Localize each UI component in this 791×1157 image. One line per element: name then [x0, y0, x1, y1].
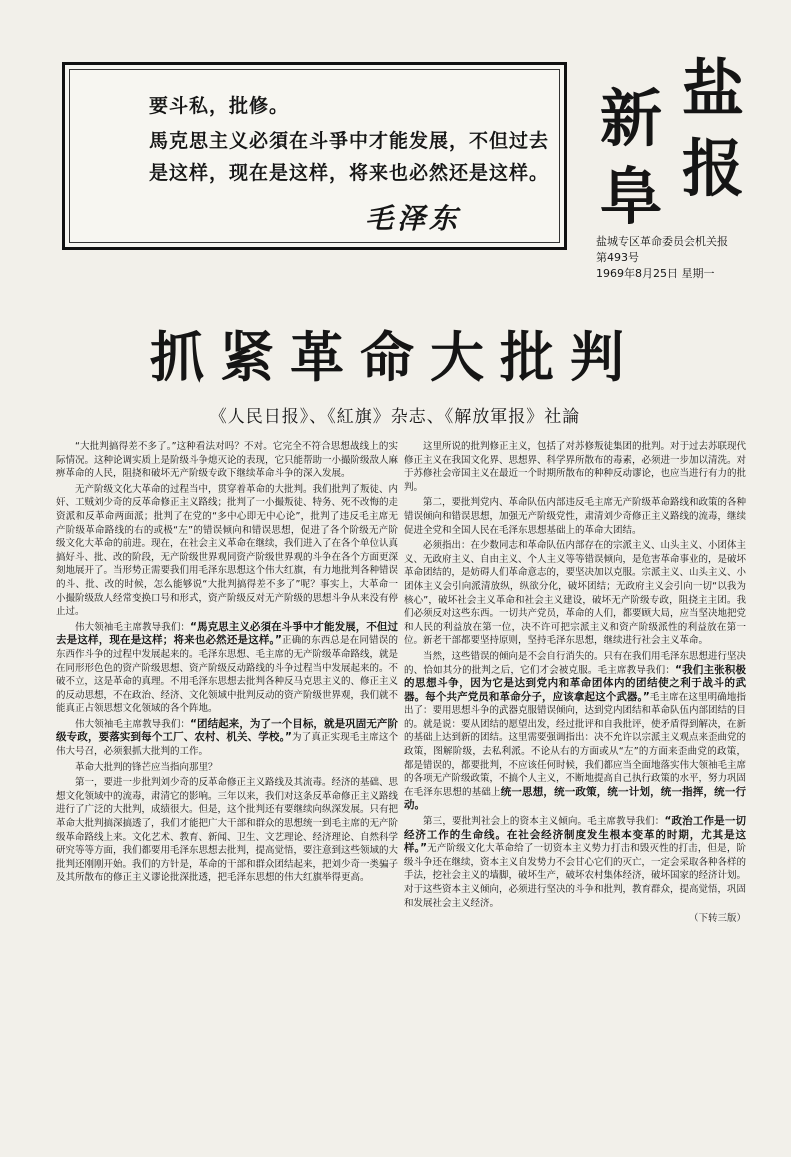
bold-quotation: “馬克思主义必須在斗爭中才能发展，不但过去是这样，现在是这样；将来也必然还是这样。” — [56, 620, 398, 647]
quotation-line-1: 要斗私，批修。 — [149, 95, 290, 117]
issue-number: 第493号 — [596, 251, 639, 264]
masthead-char: 盐 — [682, 52, 745, 125]
paragraph — [56, 718, 398, 759]
paragraph-text: 无产阶级文化大革命给了一切资本主义势力打击和毁灭性的打击，但是，阶级斗争还在继续，资本主义自发势力不会甘心它们的灭亡，一定会采取各种各样的手法，挖社会主义的墙脚，破坏生产，破坏农村集体经济，破坏国家的经济计划。对于这些资本主义倾向，必须进行坚决的斗争和批判，教育群众，提高觉悟，巩固和发展社会主义经济。 — [404, 843, 747, 909]
paragraph-text: 正确的东西总是在同错误的东西作斗争的过程中发展起来的。毛泽东思想、毛主席的无产阶级革命路线，就是在同形形色色的资产阶级思想、资产阶级反动路线的斗争过程当中发展起来的。不破不立，这是革命的真理。不用毛泽东思想去批判各种反马克思主义的、修正主义的反动思想，不在政治、经济、文化领域中批判反动的资产阶级世界观，我们就不能真正占领思想文化领域的各个阵地。 — [56, 635, 399, 715]
quotation-signature: 毛泽东 — [365, 202, 462, 235]
article-column-right — [404, 440, 746, 926]
paragraph — [56, 621, 398, 716]
paragraph — [404, 650, 746, 813]
masthead-char: 阜 — [600, 160, 663, 233]
quotation-body: 馬克思主义必須在斗爭中才能发展，不但过去是这样，现在是这样，将来也必然还是这样。 — [149, 130, 550, 184]
publisher-org: 盐城专区革命委员会机关报 — [596, 235, 728, 248]
continued-note: （下转三版） — [688, 913, 746, 925]
paragraph: 必须指出：在少数同志和革命队伍内部存在的宗派主义、山头主义、小团体主义、无政府主义、自由主义、个人主义等等错误倾向，是危害革命事业的，是破坏革命团结的，是妨碍人们革命意志的，要坚决加以克服。宗派主义、山头主义、小团体主义会引向派清放纵，纵欲分化，破坏团结；无政府主义会引向一切“以我为核心”，破坏社会主义革命和社会主义建设，破坏无产阶级专政，阻挠主主团。我们必须反对这些东西。一切共产党员，革命的人们，都要顾大局，应当坚决地把党和人民的利益放在第一位，决不许可把宗派主义和资产阶级派性的利益放在第一位。新老干部都要坚持原则，坚持毛泽东思想，继续进行社会主义革命。 — [404, 540, 747, 647]
paragraph: “大批判搞得差不多了。”这种看法对吗？不对。它完全不符合思想战线上的实际情况。这种论调实质上是阶级斗争熄灭论的表现，它只能帮助一小撮阶级敌人麻痹革命的人民，阻挠和破坏无产阶级专政下继续革命斗争的深入发展。 — [56, 441, 399, 480]
paragraph — [404, 815, 746, 910]
paragraph-text: 伟大领袖毛主席教导我们： — [75, 718, 190, 730]
publication-info — [596, 234, 776, 282]
paragraph-text: 毛主席在这里明确地指出了：要用思想斗争的武器克服错误倾向，达到党内团结和革命队伍内部团结的目的。就是说：要从团结的愿望出发，经过批评和自我批评，使矛盾得到解决，在新的基础上达到新的团结。这里需要强调指出：决不允许以宗派主义观点来歪曲党的政策，图解阶级，去私利派。不论从右的方面或从“左”的方面来歪曲党的政策，都是错误的，都要批判，不应该任何时候，我们都应当全面地落实伟大领袖毛主席的各项无产阶级政策，不搞个人主义，不断地提高自己执行政策的水平，努力巩固在毛泽东思想的基础上 — [404, 691, 747, 798]
bold-quotation: “团结起来，为了一个目标，就是巩固无产阶级专政，要落实到每个工厂、农村、机关、学校。” — [56, 717, 398, 744]
paragraph: 无产阶级文化大革命的过程当中，贯穿着革命的大批判。我们批判了叛徒、内奸、工贼刘少奇的反革命修正主义路线；批判了一小撮叛徒、特务、死不改悔的走资派和反革命两面派；批判了在党的“多中心即无中心论”，批判了违反毛主席无产阶级革命路线的右的或极“左”的错误倾向和错误思想，促进了各个阶级无产阶级文化大革命的前进。现在，在社会主义革命在继续，我们进入了在各个单位认真搞好斗、批、改的阶段，无产阶级世界观同资产阶级世界观的斗争在各个方面更深刻地展开了。当形势正需要我们用毛泽东思想这个伟大红旗，有力地批判各种错误的斗、批、改的时候，怎么能够说“大批判搞得差不多了”呢？事实上，大革命一小撮阶级敌人经常变换口号和形式，资产阶级反对无产阶级的思想斗争从来没有停止过。 — [56, 483, 399, 618]
masthead-char: 新 — [600, 82, 663, 155]
paragraph: 第一，要进一步批判刘少奇的反革命修正主义路线及其流毒。经济的基础、思想文化领域中的流毒，肃清它的影响。三年以来，我们对这条反革命修正主义路线进行了广泛的大批判，成绩很大。但是，这个批判还有要继续向纵深发展。只有把革命大批判搞深搞透了，我们才能把广大干部和群众的思想统一到毛主席的无产阶级革命路线上来。文化艺术、教育、新闻、卫生、文艺理论、经济理论、自然科学研究等等方面，我们都要用毛泽东思想去批判，提高觉悟，要注意到这些领域的大批判还刚刚开始。我们的方针是，革命的干部和群众团结起来，把刘少奇一类骗子及其所散布的修正主义谬论批深批透，把毛泽东思想的伟大红旗举得更高。 — [56, 777, 399, 884]
bold-quotation: “政治工作是一切经济工作的生命线。在社会经济制度发生根本变革的时期，尤其是这样。” — [404, 815, 746, 855]
section-question: 革命大批判的锋芒应当指向那里？ — [75, 761, 218, 773]
bold-phrase: 统一思想，统一政策，统一计划，统一指挥，统一行动。 — [404, 785, 746, 812]
article-column-left — [56, 440, 398, 887]
paragraph: 这里所说的批判修正主义，包括了对苏修叛徒集团的批判。对于过去苏联现代修正主义在我国文化界、思想界、科学界所散布的毒素，必须进一步加以清洗。对于苏修社会帝国主义在最近一个时期所散布的种种反动谬论，也应当进行有力的批判。 — [404, 441, 747, 493]
paragraph-text: 第三，要批判社会上的资本主义倾向。毛主席教导我们： — [423, 816, 665, 828]
bold-quotation: “我们主张积极的思想斗争，因为它是达到党内和革命团体内的团结使之利于战斗的武器。每个共产党员和革命分子，应该拿起这个武器。” — [404, 663, 746, 703]
quotation-box — [62, 62, 567, 250]
paragraph: 第二，要批判党内、革命队伍内部违反毛主席无产阶级革命路线和政策的各种错误倾向和错误思想，加强无产阶级党性，肃清刘少奇修正主义路线的流毒，继续促进全党和全国人民在毛泽东思想基础上的革命大团结。 — [404, 497, 747, 536]
masthead-char: 报 — [682, 132, 745, 205]
masthead — [596, 52, 766, 233]
paragraph-text: 为了真正实现毛主席这个伟大号召，必须狠抓大批判的工作。 — [56, 732, 398, 758]
paragraph-text: 当然，这些错误的倾向是不会自行消失的。只有在我们用毛泽东思想进行坚决的、恰如其分的批判之后，它们才会被克服。毛主席教导我们： — [404, 650, 747, 676]
subheadline: 《人民日报》、《紅旗》杂志、《解放軍报》社論 — [209, 407, 581, 427]
paragraph-text: 伟大领袖毛主席教导我们： — [75, 621, 190, 633]
headline: 抓紧革命大批判 — [150, 325, 640, 389]
issue-date: 1969年8月25日 星期一 — [596, 267, 715, 280]
